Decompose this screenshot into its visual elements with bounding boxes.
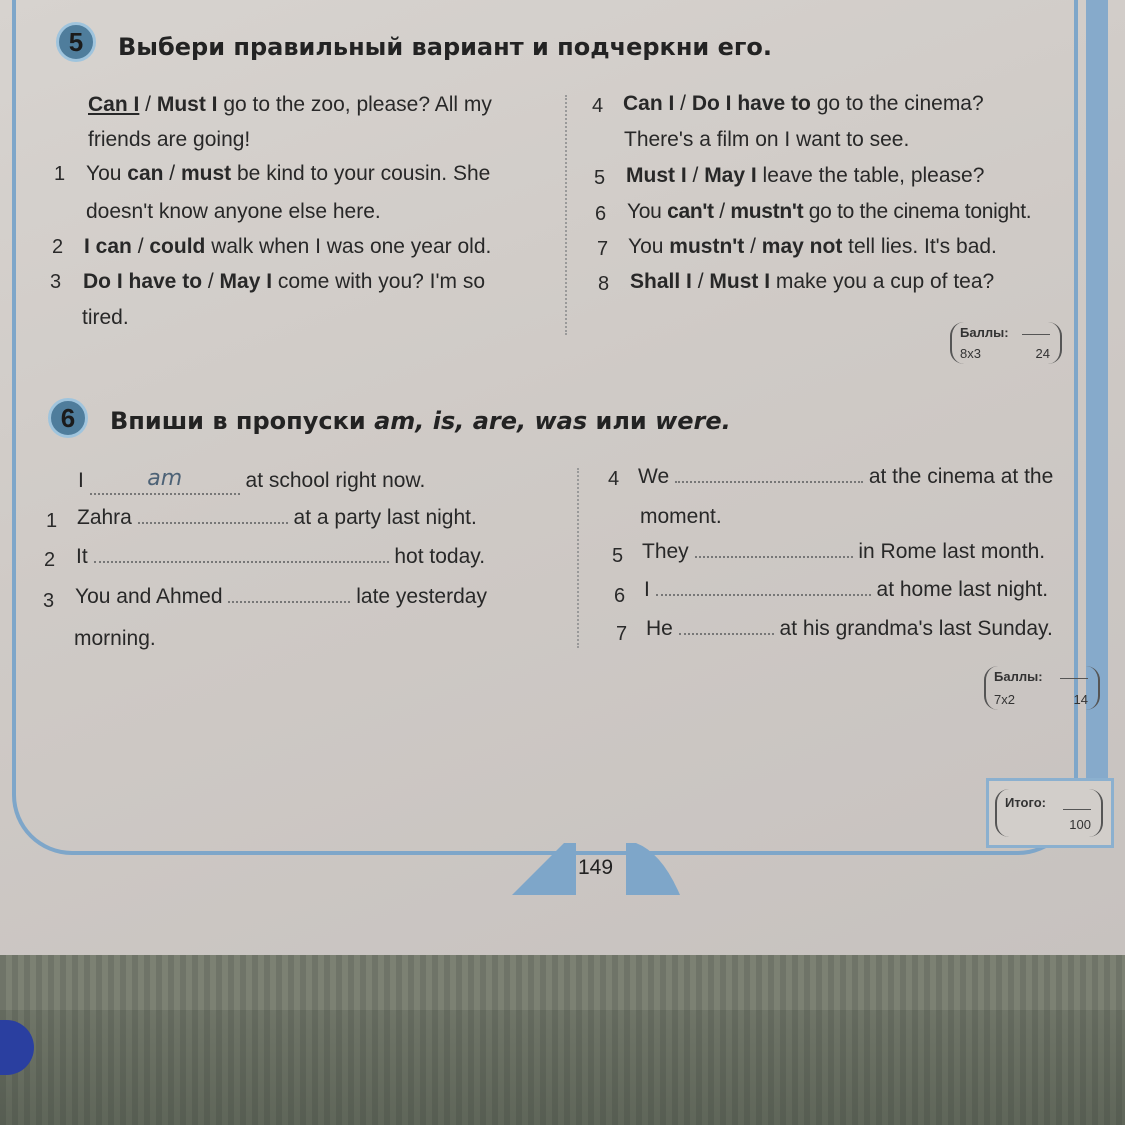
- page-number: 149: [578, 856, 614, 879]
- ex5-item-4-num: 4: [592, 95, 604, 117]
- ex5-item-6: You can't / mustn't go to the cinema tonight.: [627, 200, 1032, 223]
- ex6-item-7: He at his grandma's last Sunday.: [646, 617, 1053, 640]
- ex6-item-7-num: 7: [616, 623, 628, 645]
- ex5-column-divider: [565, 95, 567, 335]
- ex5-item-6-num: 6: [595, 203, 607, 225]
- ex6-item-1-num: 1: [46, 510, 58, 532]
- ex6-example: I am at school right now.: [78, 468, 425, 495]
- ex5-item-8-num: 8: [598, 273, 610, 295]
- ex5-item-7: You mustn't / may not tell lies. It's bad.: [628, 235, 997, 258]
- ex6-item-4: We at the cinema at the: [638, 465, 1054, 488]
- left-tab: [512, 843, 576, 895]
- ex6-item-4-cont: moment.: [640, 505, 722, 528]
- ex6-item-4-blank[interactable]: [675, 481, 863, 483]
- section-6-badge: 6: [48, 398, 88, 438]
- score-formula: 7x2: [994, 692, 1015, 707]
- ex6-score-box: [984, 666, 1100, 710]
- ex6-item-3-blank[interactable]: [228, 601, 350, 603]
- ex5-item-8: Shall I / Must I make you a cup of tea?: [630, 270, 995, 293]
- ex5-item-3: Do I have to / May I come with you? I'm so: [83, 270, 486, 293]
- total-score: [995, 789, 1103, 837]
- total-label: Итого:: [1005, 795, 1046, 810]
- section-5-title: Выбери правильный вариант и подчеркни его.: [118, 33, 772, 61]
- ex6-example-blank: [90, 468, 240, 495]
- ex5-item-1-num: 1: [54, 163, 66, 185]
- ex6-item-2-blank[interactable]: [94, 561, 389, 563]
- ex6-item-7-blank[interactable]: [679, 633, 774, 635]
- total-fraction-bar: [1063, 809, 1091, 810]
- handwritten-answer: am: [147, 466, 183, 491]
- score-fraction-bar: [1022, 334, 1050, 335]
- score-label: Баллы:: [960, 325, 1009, 340]
- ex6-item-1: Zahra at a party last night.: [77, 506, 477, 529]
- ex5-item-1-cont: doesn't know anyone else here.: [86, 200, 381, 223]
- ex5-item-4-cont: There's a film on I want to see.: [624, 128, 910, 151]
- score-total: 14: [1073, 692, 1088, 707]
- ex5-item-7-num: 7: [597, 238, 609, 260]
- right-tab: [626, 843, 680, 895]
- total-score-box: [986, 778, 1114, 848]
- score-total: 24: [1035, 346, 1050, 361]
- ex5-item-4: Can I / Do I have to go to the cinema?: [623, 92, 984, 115]
- ex6-item-3-cont: morning.: [74, 627, 156, 650]
- ex6-item-5-num: 5: [612, 545, 624, 567]
- ex6-item-3: You and Ahmed late yesterday: [75, 585, 487, 608]
- table-shadow: [0, 1010, 1125, 1125]
- ex5-item-3-num: 3: [50, 271, 62, 293]
- ex6-item-5: They in Rome last month.: [642, 540, 1046, 563]
- ex5-item-2: I can / could walk when I was one year old.: [84, 235, 492, 258]
- ex6-item-6-num: 6: [614, 585, 626, 607]
- ex6-item-2-num: 2: [44, 549, 56, 571]
- ex5-example-cont: friends are going!: [88, 128, 251, 151]
- ex5-score-box: [950, 322, 1062, 364]
- ex5-example: Can I / Must I go to the zoo, please? All my: [88, 93, 492, 116]
- score-fraction-bar: [1060, 678, 1088, 679]
- ex6-item-1-blank[interactable]: [138, 522, 288, 524]
- ex5-item-1: You can / must be kind to your cousin. She: [86, 162, 491, 185]
- score-formula: 8x3: [960, 346, 981, 361]
- ex6-item-5-blank[interactable]: [695, 556, 853, 558]
- ex6-item-4-num: 4: [608, 468, 620, 490]
- ex6-item-6-blank[interactable]: [656, 594, 871, 596]
- ex5-item-5-num: 5: [594, 167, 606, 189]
- section-6-title: Впиши в пропуски am, is, are, was или were.: [110, 407, 731, 435]
- ex6-item-2: It hot today.: [76, 545, 486, 568]
- ex6-item-6: I at home last night.: [644, 578, 1049, 601]
- ex5-item-3-cont: tired.: [82, 306, 129, 329]
- score-label: Баллы:: [994, 669, 1043, 684]
- ex5-item-2-num: 2: [52, 236, 64, 258]
- ex6-item-3-num: 3: [43, 590, 55, 612]
- ex5-item-5: Must I / May I leave the table, please?: [626, 164, 985, 187]
- section-5-badge: 5: [56, 22, 96, 62]
- total-value: 100: [1069, 817, 1091, 832]
- ex6-column-divider: [577, 468, 579, 648]
- page-edge-strip: [1086, 0, 1108, 845]
